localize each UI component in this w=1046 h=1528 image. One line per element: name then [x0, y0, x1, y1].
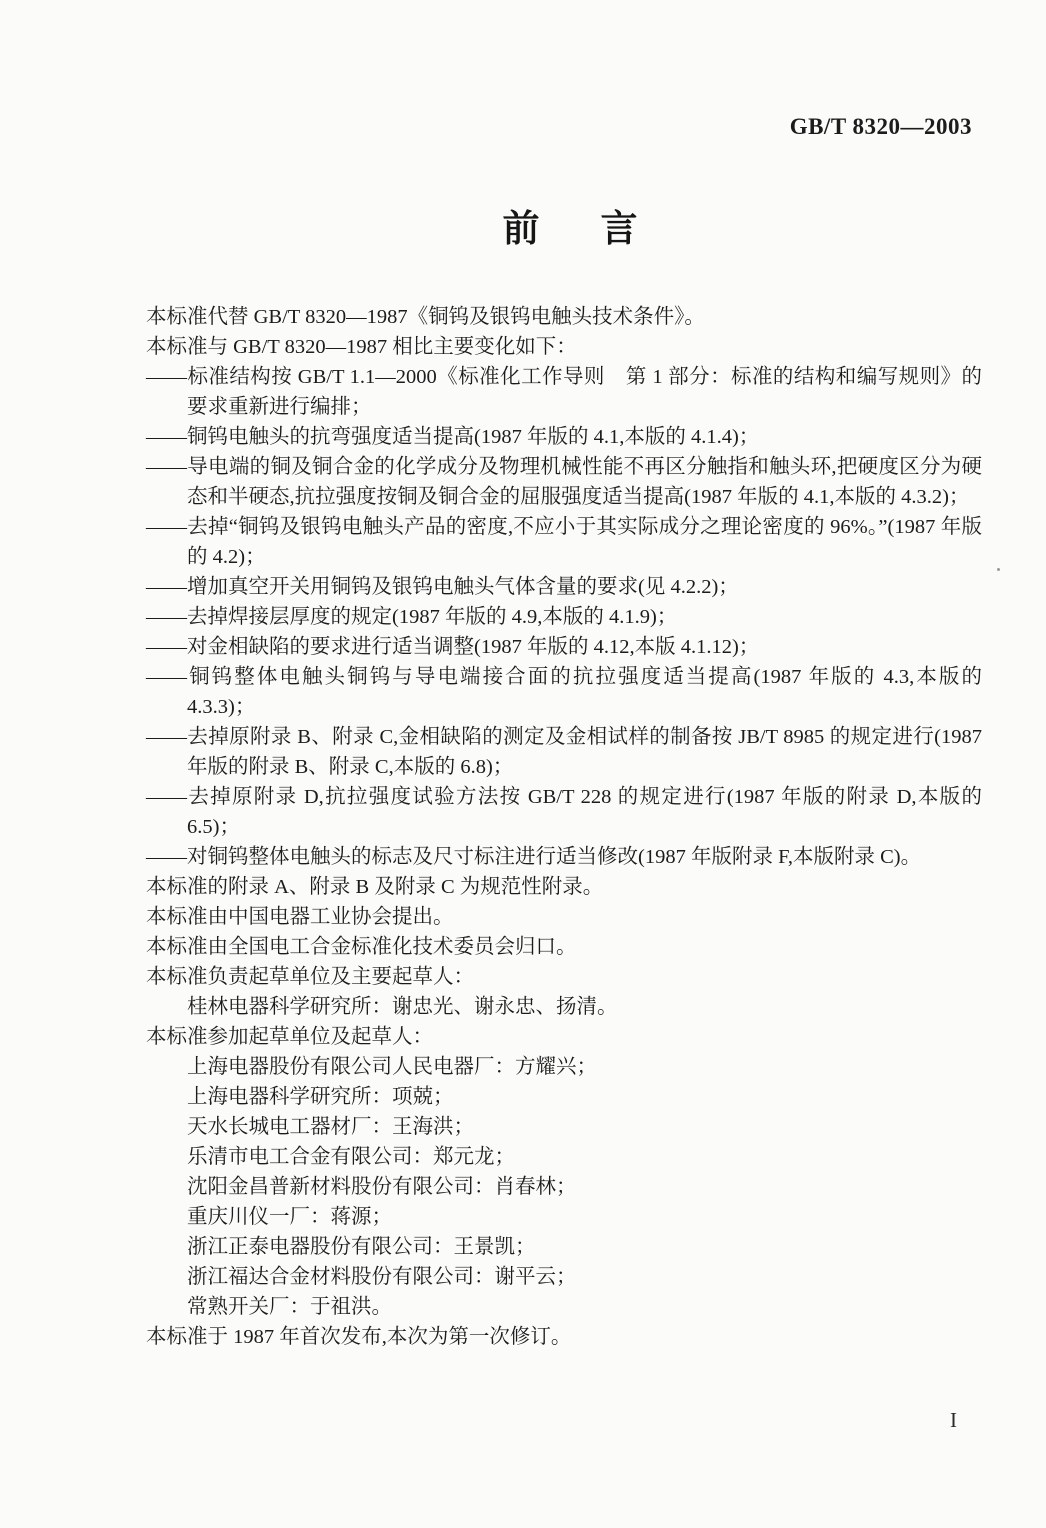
foreword-line: 浙江福达合金材料股份有限公司：谢平云； [187, 1266, 577, 1288]
foreword-line: 上海电器科学研究所：项兢； [187, 1086, 454, 1108]
foreword-line: 本标准代替 GB/T 8320—1987《铜钨及银钨电触头技术条件》。 [146, 306, 705, 328]
foreword-line: ——去掉“铜钨及银钨电触头产品的密度,不应小于其实际成分之理论密度的 96%。”(1987 年版的 4.2)； [146, 516, 982, 568]
foreword-line: 常熟开关厂：于祖洪。 [187, 1296, 392, 1318]
foreword-line: 沈阳金昌普新材料股份有限公司：肖春林； [187, 1176, 577, 1198]
foreword-line: ——去掉原附录 B、附录 C,金相缺陷的测定及金相试样的制备按 JB/T 8985 的规定进行(1987 年版的附录 B、附录 C,本版的 6.8)； [146, 726, 982, 778]
foreword-line: 本标准参加起草单位及起草人： [146, 1026, 433, 1048]
foreword-line: ——去掉原附录 D,抗拉强度试验方法按 GB/T 228 的规定进行(1987 年版的附录 D,本版的6.5)； [146, 786, 982, 838]
foreword-line: ——标准结构按 GB/T 1.1—2000《标准化工作导则 第 1 部分：标准的结构和编写规则》的要求重新进行编排； [146, 366, 982, 418]
foreword-line: 桂林电器科学研究所：谢忠光、谢永忠、扬清。 [187, 996, 618, 1018]
standard-code: GB/T 8320—2003 [789, 114, 972, 139]
foreword-line: 本标准于 1987 年首次发布,本次为第一次修订。 [146, 1326, 572, 1348]
foreword-line: 本标准负责起草单位及主要起草人： [146, 966, 474, 988]
page-title: 前 言 [502, 208, 650, 249]
foreword-line: 乐清市电工合金有限公司：郑元龙； [187, 1146, 515, 1168]
foreword-line: ——对金相缺陷的要求进行适当调整(1987 年版的 4.12,本版 4.1.12)； [146, 636, 760, 658]
foreword-line: 天水长城电工器材厂：王海洪； [187, 1116, 474, 1138]
foreword-line: 本标准的附录 A、附录 B 及附录 C 为规范性附录。 [146, 876, 604, 898]
foreword-line: 重庆川仪一厂：蒋源； [187, 1206, 392, 1228]
page-number: I [950, 1408, 957, 1432]
foreword-line: 上海电器股份有限公司人民电器厂：方耀兴； [187, 1056, 597, 1078]
foreword-line: 本标准与 GB/T 8320—1987 相比主要变化如下： [146, 336, 577, 358]
foreword-line: ——导电端的铜及铜合金的化学成分及物理机械性能不再区分触指和触头环,把硬度区分为硬态和半硬态,抗拉强度按铜及铜合金的屈服强度适当提高(1987 年版的 4.1,本版的 4.3.2)； [146, 456, 982, 508]
foreword-line: ——对铜钨整体电触头的标志及尺寸标注进行适当修改(1987 年版附录 F,本版附录 C)。 [146, 846, 922, 868]
foreword-line: 本标准由中国电器工业协会提出。 [146, 906, 454, 928]
foreword-line: 浙江正泰电器股份有限公司：王景凯； [187, 1236, 536, 1258]
foreword-line: ——增加真空开关用铜钨及银钨电触头气体含量的要求(见 4.2.2)； [146, 576, 739, 598]
foreword-line: 本标准由全国电工合金标准化技术委员会归口。 [146, 936, 577, 958]
foreword-line: ——铜钨整体电触头铜钨与导电端接合面的抗拉强度适当提高(1987 年版的 4.3,本版的 4.3.3)； [146, 666, 982, 718]
scan-artifact-dot [997, 568, 1000, 571]
foreword-body [146, 302, 982, 1352]
foreword-line: ——去掉焊接层厚度的规定(1987 年版的 4.9,本版的 4.1.9)； [146, 606, 678, 628]
foreword-line: ——铜钨电触头的抗弯强度适当提高(1987 年版的 4.1,本版的 4.1.4)； [146, 426, 760, 448]
